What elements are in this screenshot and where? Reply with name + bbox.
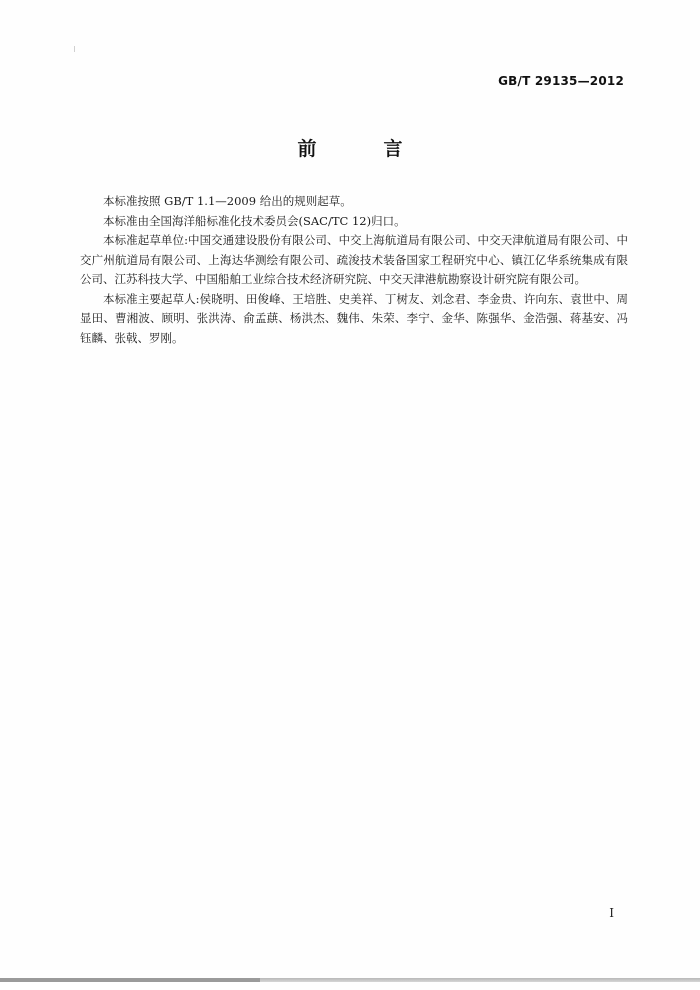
page-number: I: [609, 906, 614, 920]
paragraph-drafting-units: 本标准起草单位:中国交通建设股份有限公司、中交上海航道局有限公司、中交天津航道局有限公司、中交广州航道局有限公司、上海达华测绘有限公司、疏浚技术装备国家工程研究中心、镇江亿华系统集成有限公司、江苏科技大学、中国船舶工业综合技术经济研究院、中交天津港航勘察设计研究院有限公司。: [80, 233, 628, 286]
scan-mark: [74, 46, 75, 52]
paragraph-main-drafters: 本标准主要起草人:侯晓明、田俊峰、王培胜、史美祥、丁树友、刘念君、李金贵、许向东、袁世中、周显田、曹湘波、顾明、张洪涛、俞孟蕻、杨洪杰、魏伟、朱荣、李宁、金华、陈强华、金浩强、蒋基安、冯钰麟、张戟、罗刚。: [80, 291, 628, 345]
paragraph-centralized-by: 本标准由全国海洋船标准化技术委员会(SAC/TC 12)归口。: [103, 213, 406, 228]
foreword-body: [80, 192, 628, 348]
page-title: 前 言: [297, 138, 427, 160]
paragraph-drafting-rules: 本标准按照 GB/T 1.1—2009 给出的规则起草。: [103, 194, 352, 208]
scan-bottom-edge-dark: [0, 978, 260, 982]
standard-code: GB/T 29135—2012: [498, 74, 624, 88]
